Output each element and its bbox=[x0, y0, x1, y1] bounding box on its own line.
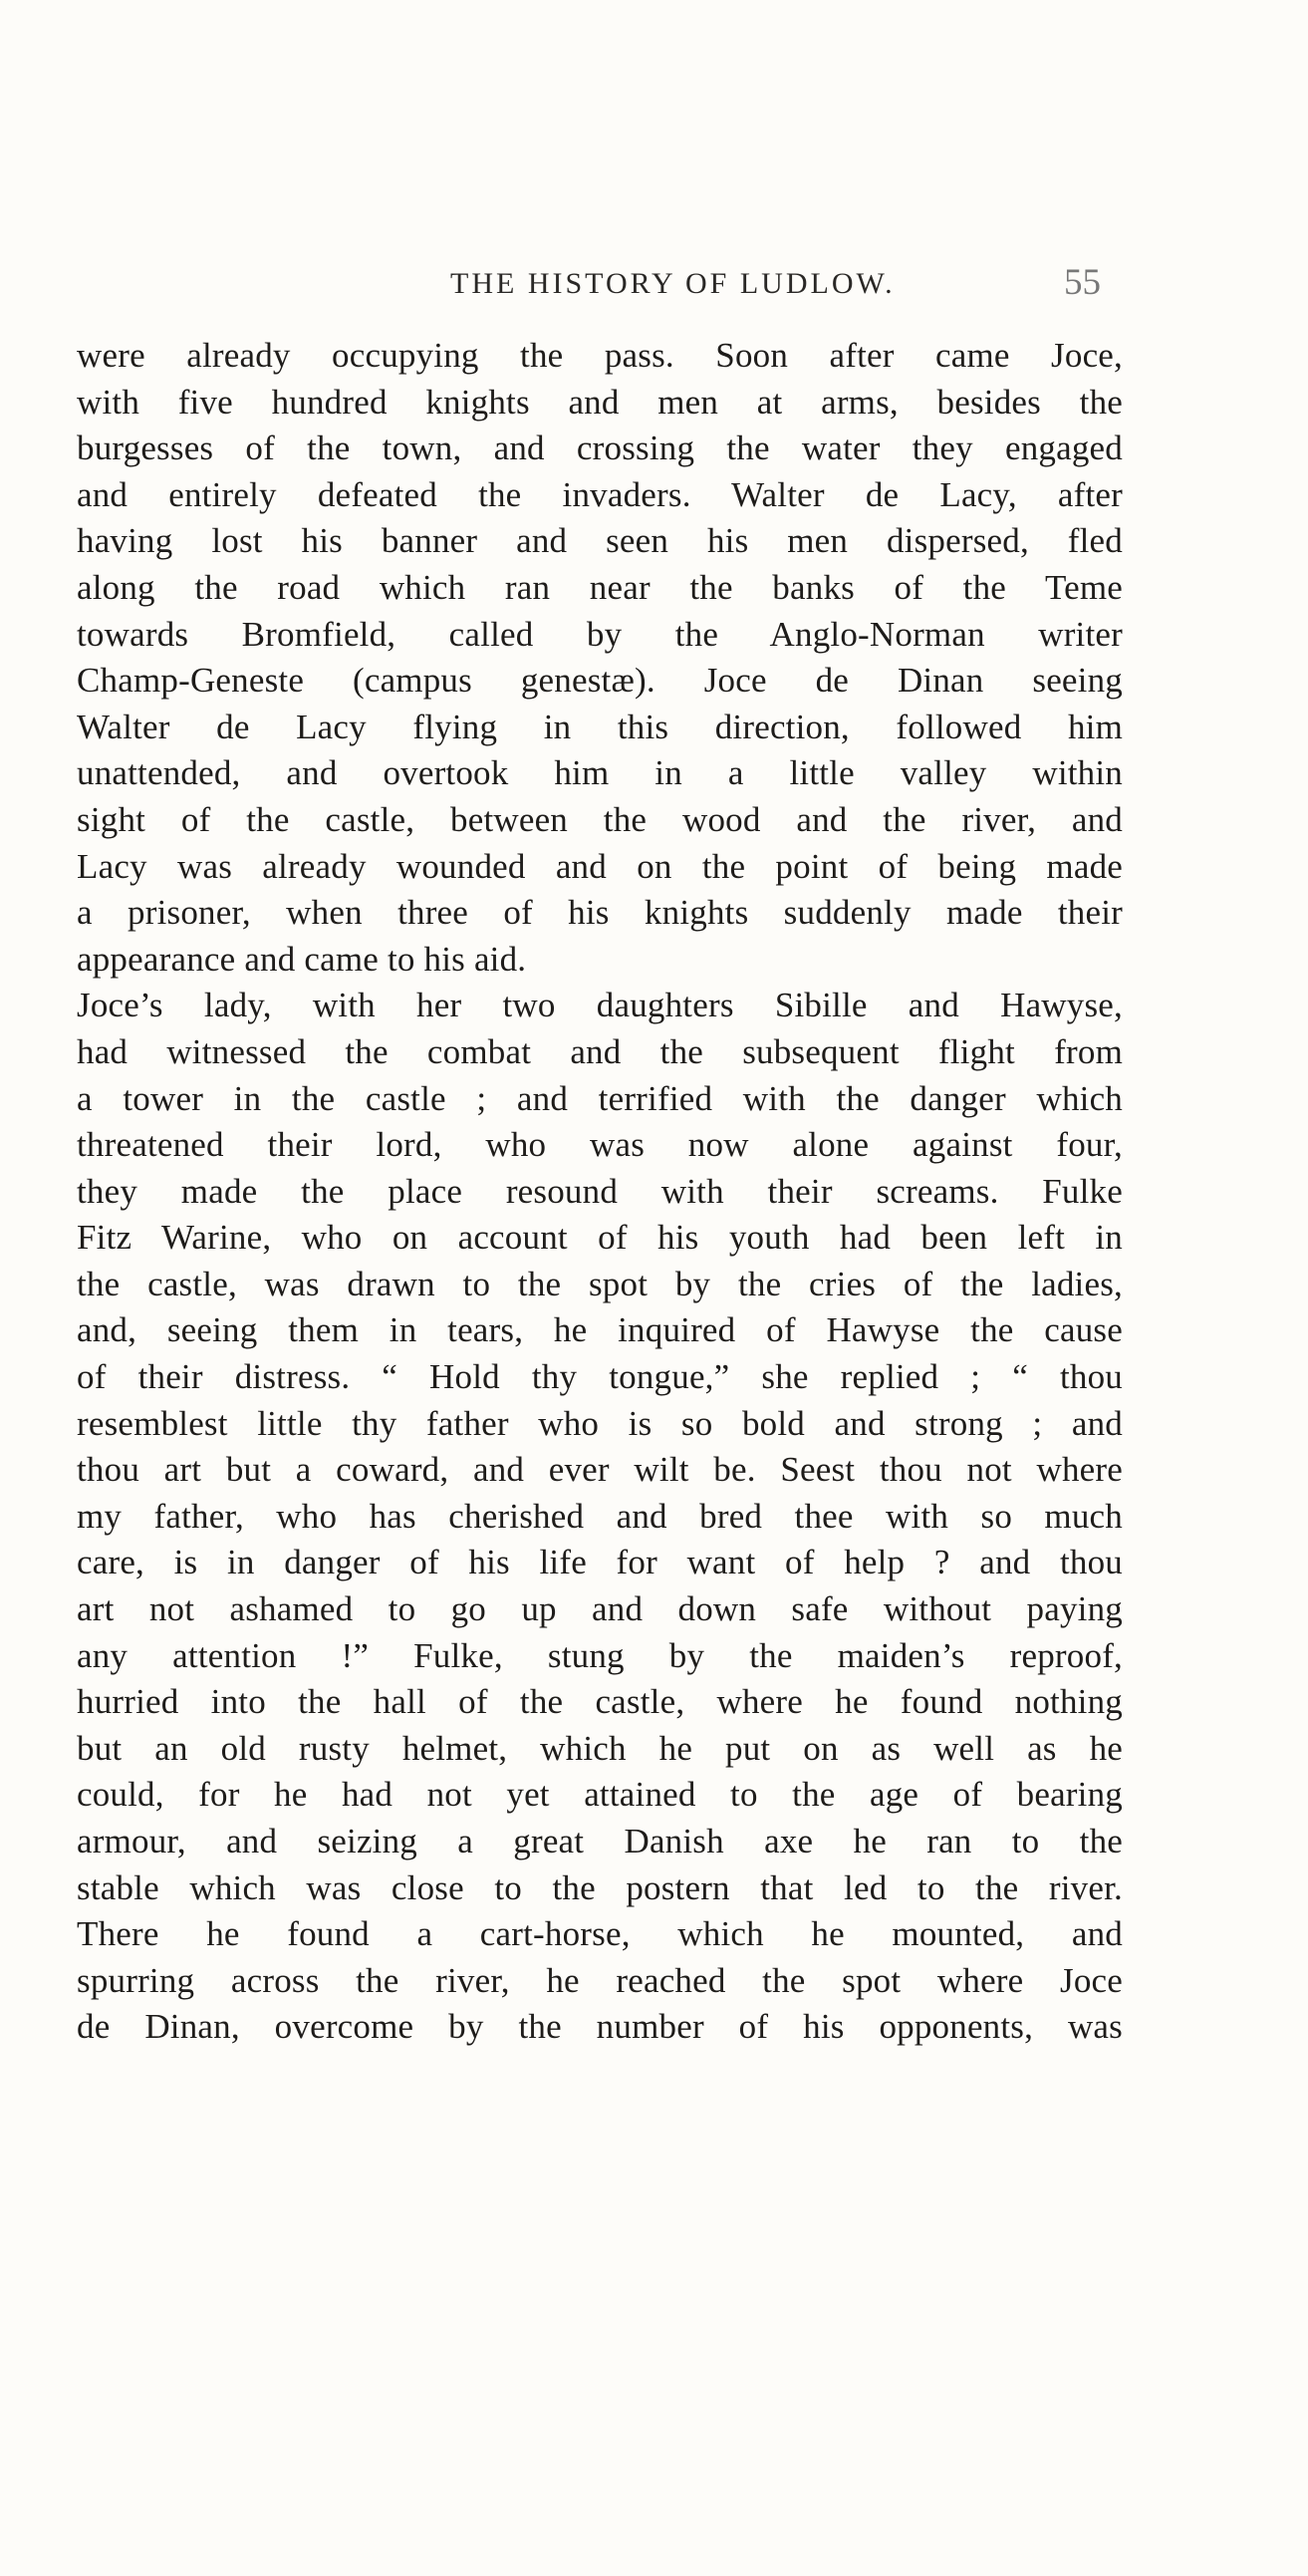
text-line: Champ-Geneste (campus genestæ). Joce de Dinan seeing bbox=[77, 661, 1123, 701]
text-line: they made the place resound with their screams. Fulke bbox=[77, 1171, 1123, 1211]
body-text bbox=[77, 333, 1123, 2051]
text-line: towards Bromfield, called by the Anglo-Norman writer bbox=[77, 614, 1123, 654]
text-line: the castle, was drawn to the spot by the cries of the ladies, bbox=[77, 1264, 1123, 1303]
paragraph-end-line: appearance and came to his aid. bbox=[77, 939, 527, 979]
page-number: 55 bbox=[1064, 262, 1101, 303]
text-line: with five hundred knights and men at arms, besides the bbox=[77, 382, 1123, 422]
text-line: along the road which ran near the banks of the Teme bbox=[77, 567, 1123, 607]
text-line: but an old rusty helmet, which he put on as well as he bbox=[77, 1728, 1123, 1768]
text-line: having lost his banner and seen his men dispersed, fled bbox=[77, 521, 1123, 561]
text-line: art not ashamed to go up and down safe without paying bbox=[77, 1589, 1123, 1629]
text-line: and entirely defeated the invaders. Walter de Lacy, after bbox=[77, 474, 1123, 514]
text-line: and, seeing them in tears, he inquired of Hawyse the cause bbox=[77, 1310, 1123, 1350]
text-line: any attention !” Fulke, stung by the maiden’s reproof, bbox=[77, 1635, 1123, 1675]
text-line: sight of the castle, between the wood and the river, and bbox=[77, 799, 1123, 839]
text-line: thou art but a coward, and ever wilt be. Seest thou not where bbox=[77, 1450, 1123, 1490]
paragraph-start-line: Joce’s lady, with her two daughters Sibille and Hawyse, bbox=[77, 986, 1123, 1025]
text-line: a tower in the castle ; and terrified with the danger which bbox=[77, 1078, 1123, 1118]
text-line: a prisoner, when three of his knights suddenly made their bbox=[77, 893, 1123, 933]
text-line: Fitz Warine, who on account of his youth had been left in bbox=[77, 1218, 1123, 1258]
text-line: resemblest little thy father who is so bold and strong ; and bbox=[77, 1403, 1123, 1443]
text-line: could, for he had not yet attained to the age of bearing bbox=[77, 1775, 1123, 1815]
text-line: armour, and seizing a great Danish axe he ran to the bbox=[77, 1822, 1123, 1860]
text-line: There he found a cart-horse, which he mounted, and bbox=[77, 1914, 1123, 1954]
text-line: stable which was close to the postern that led to the river. bbox=[77, 1867, 1123, 1907]
text-line: of their distress. “ Hold thy tongue,” she replied ; “ thou bbox=[77, 1357, 1123, 1397]
running-title: THE HISTORY OF LUDLOW. bbox=[450, 267, 896, 300]
text-line: burgesses of the town, and crossing the water they engaged bbox=[77, 429, 1123, 468]
text-line: Walter de Lacy flying in this direction, followed him bbox=[77, 707, 1123, 746]
text-line: spurring across the river, he reached the spot where Joce bbox=[77, 1960, 1123, 2000]
text-line: unattended, and overtook him in a little valley within bbox=[77, 753, 1123, 793]
running-head bbox=[0, 257, 1308, 307]
text-line: had witnessed the combat and the subsequent flight from bbox=[77, 1031, 1123, 1071]
text-line: Lacy was already wounded and on the point of being made bbox=[77, 846, 1123, 886]
text-line: my father, who has cherished and bred thee with so much bbox=[77, 1496, 1123, 1536]
text-line: care, is in danger of his life for want of help ? and thou bbox=[77, 1543, 1123, 1582]
text-line: threatened their lord, who was now alone against four, bbox=[77, 1125, 1123, 1165]
text-line: hurried into the hall of the castle, where he found nothing bbox=[77, 1682, 1123, 1722]
text-line: were already occupying the pass. Soon after came Joce, bbox=[77, 336, 1123, 375]
text-line: de Dinan, overcome by the number of his opponents, was bbox=[77, 2007, 1123, 2047]
